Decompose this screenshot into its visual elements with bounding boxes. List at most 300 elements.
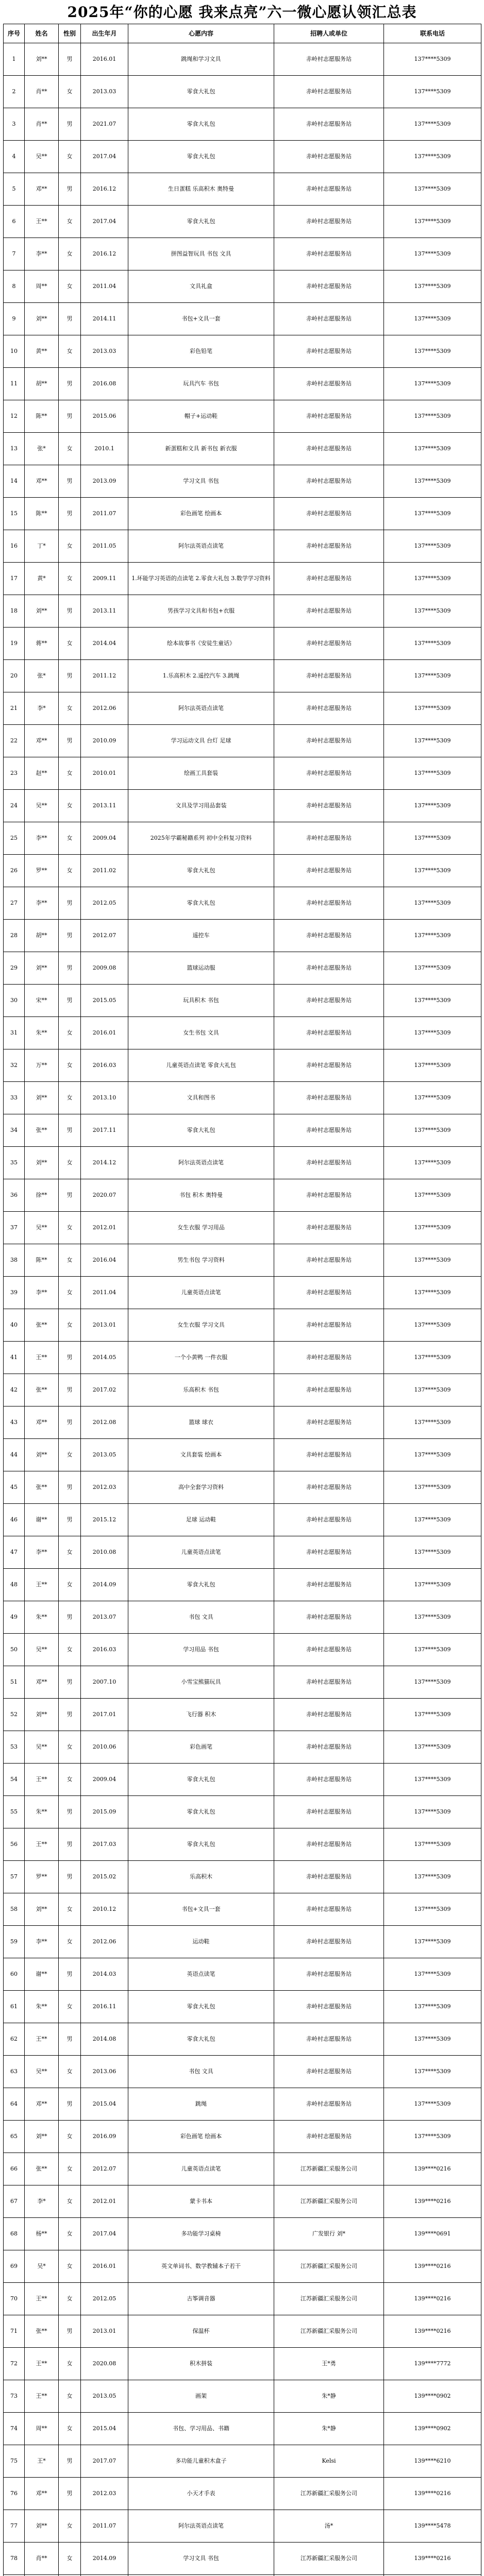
cell-wish: 零食大礼包 (128, 141, 274, 173)
cell-wish: 学习文具 书包 (128, 465, 274, 498)
cell-gender: 女 (59, 1212, 81, 1244)
cell-index: 57 (4, 1861, 25, 1893)
cell-name: 王** (25, 1342, 59, 1374)
cell-name: 王* (25, 2445, 59, 2478)
cell-phone: 137****5309 (384, 2088, 481, 2121)
cell-adopter: 赤岭村志愿服务站 (274, 1536, 384, 1569)
cell-adopter: 赤岭村志愿服务站 (274, 822, 384, 855)
cell-gender: 女 (59, 1926, 81, 1958)
cell-adopter: 赤岭村志愿服务站 (274, 692, 384, 725)
table-row (4, 2543, 481, 2575)
cell-index: 48 (4, 1569, 25, 1601)
cell-name: 邓** (25, 2088, 59, 2121)
cell-gender: 男 (59, 1342, 81, 1374)
cell-name: 王** (25, 2348, 59, 2380)
table-row (4, 2413, 481, 2445)
cell-name: 朱** (25, 1796, 59, 1828)
cell-adopter: 江苏新疆汇采服务公司 (274, 2283, 384, 2315)
cell-name: 张** (25, 2153, 59, 2185)
cell-name: 谢** (25, 1958, 59, 1991)
cell-gender: 男 (59, 887, 81, 920)
cell-index: 13 (4, 433, 25, 465)
cell-gender: 男 (59, 368, 81, 400)
cell-adopter: 赤岭村志愿服务站 (274, 335, 384, 368)
table-row (4, 660, 481, 692)
cell-phone: 137****5309 (384, 855, 481, 887)
table-row (4, 790, 481, 822)
cell-name: 张** (25, 1309, 59, 1342)
table-row (4, 2056, 481, 2088)
table-row (4, 2023, 481, 2056)
table-row (4, 76, 481, 108)
table-row (4, 595, 481, 628)
cell-phone: 137****5309 (384, 465, 481, 498)
cell-phone: 139****0216 (384, 2478, 481, 2510)
cell-birth: 2015.05 (81, 985, 128, 1017)
cell-gender: 男 (59, 1179, 81, 1212)
cell-name: 罗** (25, 855, 59, 887)
cell-gender: 男 (59, 1861, 81, 1893)
table-row (4, 2153, 481, 2185)
cell-adopter: 赤岭村志愿服务站 (274, 1406, 384, 1439)
table-row (4, 2380, 481, 2413)
cell-phone: 137****5309 (384, 1374, 481, 1406)
cell-wish: 零食大礼包 (128, 2023, 274, 2056)
cell-gender: 男 (59, 465, 81, 498)
cell-phone: 137****5309 (384, 887, 481, 920)
table-header-row (4, 24, 481, 43)
cell-birth: 2017.04 (81, 2218, 128, 2250)
cell-name: 肖** (25, 2543, 59, 2575)
cell-index: 44 (4, 1439, 25, 1471)
cell-phone: 137****5309 (384, 595, 481, 628)
cell-adopter: 朱*静 (274, 2380, 384, 2413)
cell-name: 张** (25, 2315, 59, 2348)
cell-adopter: 赤岭村志愿服务站 (274, 498, 384, 530)
cell-adopter: 赤岭村志愿服务站 (274, 628, 384, 660)
cell-birth: 2016.12 (81, 173, 128, 206)
table-row (4, 2250, 481, 2283)
cell-index: 20 (4, 660, 25, 692)
cell-wish: 1.坏能学习英语的点读笔 2.零食大礼包 3.数学学习资料 (128, 563, 274, 595)
cell-gender: 女 (59, 1082, 81, 1114)
table-row (4, 173, 481, 206)
cell-wish: 零食大礼包 (128, 1828, 274, 1861)
cell-index: 64 (4, 2088, 25, 2121)
cell-birth: 2012.01 (81, 2185, 128, 2218)
cell-adopter: 赤岭村志愿服务站 (274, 108, 384, 141)
cell-birth: 2016.09 (81, 2121, 128, 2153)
cell-index: 53 (4, 1731, 25, 1764)
cell-name: 吴** (25, 1731, 59, 1764)
cell-name: 周** (25, 270, 59, 303)
cell-birth: 2011.04 (81, 270, 128, 303)
cell-birth: 2009.04 (81, 1764, 128, 1796)
table-row (4, 1991, 481, 2023)
cell-wish: 乐高积木 (128, 1861, 274, 1893)
cell-gender: 女 (59, 2056, 81, 2088)
cell-wish: 书包 积木 奥特曼 (128, 1179, 274, 1212)
cell-phone: 139****0902 (384, 2380, 481, 2413)
cell-adopter: 赤岭村志愿服务站 (274, 985, 384, 1017)
table-row (4, 400, 481, 433)
cell-phone: 139****6210 (384, 2445, 481, 2478)
cell-gender: 女 (59, 238, 81, 270)
cell-gender: 女 (59, 1049, 81, 1082)
cell-adopter: 赤岭村志愿服务站 (274, 2088, 384, 2121)
cell-birth: 2012.05 (81, 2283, 128, 2315)
cell-index: 17 (4, 563, 25, 595)
cell-gender: 男 (59, 1406, 81, 1439)
cell-index: 70 (4, 2283, 25, 2315)
cell-wish: 篮球运动服 (128, 952, 274, 985)
cell-adopter: 赤岭村志愿服务站 (274, 465, 384, 498)
cell-birth: 2007.10 (81, 1666, 128, 1699)
cell-gender: 女 (59, 76, 81, 108)
cell-index: 41 (4, 1342, 25, 1374)
cell-adopter: 赤岭村志愿服务站 (274, 1082, 384, 1114)
cell-adopter: 赤岭村志愿服务站 (274, 76, 384, 108)
cell-phone: 137****5309 (384, 1666, 481, 1699)
cell-name: 王** (25, 206, 59, 238)
cell-birth: 2016.01 (81, 1017, 128, 1049)
cell-adopter: 江苏新疆汇采服务公司 (274, 2478, 384, 2510)
cell-gender: 女 (59, 2218, 81, 2250)
cell-name: 胡** (25, 368, 59, 400)
cell-phone: 137****5309 (384, 335, 481, 368)
table-row (4, 985, 481, 1017)
cell-gender: 女 (59, 628, 81, 660)
cell-index: 29 (4, 952, 25, 985)
cell-name: 刘** (25, 1082, 59, 1114)
cell-adopter: 赤岭村志愿服务站 (274, 1666, 384, 1699)
cell-name: 邓** (25, 725, 59, 757)
cell-birth: 2014.09 (81, 1569, 128, 1601)
cell-adopter: 赤岭村志愿服务站 (274, 141, 384, 173)
cell-adopter: 赤岭村志愿服务站 (274, 1277, 384, 1309)
table-row (4, 1082, 481, 1114)
cell-birth: 2014.05 (81, 1342, 128, 1374)
cell-gender: 男 (59, 2445, 81, 2478)
cell-adopter: 江苏新疆汇采服务公司 (274, 2250, 384, 2283)
cell-gender: 男 (59, 725, 81, 757)
cell-wish: 跳绳 (128, 2088, 274, 2121)
cell-gender: 男 (59, 1796, 81, 1828)
cell-adopter: 赤岭村志愿服务站 (274, 1017, 384, 1049)
cell-gender: 女 (59, 1893, 81, 1926)
cell-gender: 女 (59, 270, 81, 303)
cell-index: 37 (4, 1212, 25, 1244)
cell-birth: 2012.01 (81, 1212, 128, 1244)
header-wish: 心愿内容 (128, 24, 274, 43)
cell-phone: 137****5309 (384, 433, 481, 465)
cell-name: 李* (25, 2185, 59, 2218)
cell-wish: 乐高积木 书包 (128, 1374, 274, 1406)
cell-birth: 2011.05 (81, 530, 128, 563)
cell-birth: 2013.01 (81, 1309, 128, 1342)
cell-index: 5 (4, 173, 25, 206)
cell-name: 胡** (25, 920, 59, 952)
cell-wish: 彩色铅笔 (128, 335, 274, 368)
table-row (4, 692, 481, 725)
cell-name: 王** (25, 2283, 59, 2315)
table-row (4, 1958, 481, 1991)
cell-wish: 一个小黄鸭 一件衣服 (128, 1342, 274, 1374)
cell-wish: 帽子+运动鞋 (128, 400, 274, 433)
cell-name: 邓** (25, 2478, 59, 2510)
table-row (4, 335, 481, 368)
cell-phone: 137****5309 (384, 530, 481, 563)
cell-phone: 137****5309 (384, 985, 481, 1017)
cell-adopter: 赤岭村志愿服务站 (274, 238, 384, 270)
cell-index: 9 (4, 303, 25, 335)
cell-phone: 137****5309 (384, 206, 481, 238)
cell-phone: 137****5309 (384, 108, 481, 141)
cell-name: 李** (25, 822, 59, 855)
cell-adopter: 赤岭村志愿服务站 (274, 1926, 384, 1958)
cell-name: 肖** (25, 76, 59, 108)
cell-gender: 女 (59, 822, 81, 855)
cell-index: 58 (4, 1893, 25, 1926)
cell-wish: 蒙卡书本 (128, 2185, 274, 2218)
wish-table (3, 24, 481, 2576)
cell-adopter: 赤岭村志愿服务站 (274, 725, 384, 757)
cell-name: 刘** (25, 1699, 59, 1731)
cell-phone: 137****5309 (384, 2121, 481, 2153)
cell-birth: 2013.11 (81, 595, 128, 628)
cell-gender: 女 (59, 855, 81, 887)
cell-gender: 男 (59, 43, 81, 76)
cell-wish: 跳绳和学习文具 (128, 43, 274, 76)
cell-name: 朱** (25, 1601, 59, 1634)
cell-phone: 137****5309 (384, 1926, 481, 1958)
cell-wish: 遥控车 (128, 920, 274, 952)
cell-name: 周** (25, 2413, 59, 2445)
cell-birth: 2016.03 (81, 1634, 128, 1666)
cell-gender: 男 (59, 1504, 81, 1536)
cell-birth: 2020.08 (81, 2348, 128, 2380)
cell-index: 38 (4, 1244, 25, 1277)
cell-wish: 儿童英语点读笔 零食大礼包 (128, 1049, 274, 1082)
cell-name: 朱** (25, 1991, 59, 2023)
cell-name: 刘** (25, 2510, 59, 2543)
cell-gender: 男 (59, 173, 81, 206)
header-phone: 联系电话 (384, 24, 481, 43)
cell-birth: 2014.12 (81, 1147, 128, 1179)
cell-adopter: 赤岭村志愿服务站 (274, 433, 384, 465)
cell-wish: 1.乐高积木 2.遥控汽车 3.跳绳 (128, 660, 274, 692)
cell-gender: 女 (59, 141, 81, 173)
cell-birth: 2016.01 (81, 43, 128, 76)
table-row (4, 433, 481, 465)
table-row (4, 725, 481, 757)
cell-name: 吴** (25, 1212, 59, 1244)
cell-name: 陈** (25, 498, 59, 530)
cell-gender: 男 (59, 303, 81, 335)
cell-gender: 女 (59, 1309, 81, 1342)
cell-index: 31 (4, 1017, 25, 1049)
cell-wish: 篮球 球衣 (128, 1406, 274, 1439)
cell-birth: 2013.06 (81, 2056, 128, 2088)
table-row (4, 465, 481, 498)
table-row (4, 1114, 481, 1147)
cell-name: 李** (25, 1926, 59, 1958)
cell-gender: 女 (59, 1764, 81, 1796)
cell-name: 黄** (25, 335, 59, 368)
cell-index: 51 (4, 1666, 25, 1699)
cell-gender: 女 (59, 2543, 81, 2575)
cell-birth: 2016.01 (81, 2250, 128, 2283)
table-row (4, 1179, 481, 1212)
cell-name: 邓** (25, 1666, 59, 1699)
cell-name: 李** (25, 1536, 59, 1569)
cell-phone: 137****5309 (384, 1699, 481, 1731)
cell-index: 42 (4, 1374, 25, 1406)
table-row (4, 1277, 481, 1309)
cell-phone: 137****5309 (384, 1471, 481, 1504)
cell-phone: 137****5309 (384, 2023, 481, 2056)
cell-birth: 2012.03 (81, 2478, 128, 2510)
cell-index: 39 (4, 1277, 25, 1309)
cell-adopter: 赤岭村志愿服务站 (274, 1504, 384, 1536)
cell-wish: 书包+文具一套 (128, 1893, 274, 1926)
cell-name: 吴* (25, 2250, 59, 2283)
cell-name: 杨** (25, 2218, 59, 2250)
cell-phone: 137****5309 (384, 1017, 481, 1049)
cell-index: 56 (4, 1828, 25, 1861)
cell-adopter: 赤岭村志愿服务站 (274, 757, 384, 790)
cell-adopter: 赤岭村志愿服务站 (274, 530, 384, 563)
header-name: 姓名 (25, 24, 59, 43)
cell-phone: 137****5309 (384, 1569, 481, 1601)
cell-phone: 137****5309 (384, 1244, 481, 1277)
cell-gender: 女 (59, 206, 81, 238)
cell-wish: 彩色画笔 绘画本 (128, 2121, 274, 2153)
cell-phone: 137****5309 (384, 173, 481, 206)
table-row (4, 2510, 481, 2543)
cell-name: 刘** (25, 1893, 59, 1926)
cell-wish: 儿童英语点读笔 (128, 1536, 274, 1569)
cell-wish: 彩色画笔 (128, 1731, 274, 1764)
cell-phone: 137****5309 (384, 1893, 481, 1926)
cell-name: 刘** (25, 1439, 59, 1471)
cell-name: 李** (25, 1277, 59, 1309)
cell-name: 王** (25, 1828, 59, 1861)
cell-wish: 玩具积木 书包 (128, 985, 274, 1017)
cell-index: 7 (4, 238, 25, 270)
cell-adopter: 赤岭村志愿服务站 (274, 1309, 384, 1342)
cell-phone: 139****0216 (384, 2543, 481, 2575)
cell-index: 66 (4, 2153, 25, 2185)
cell-name: 李** (25, 887, 59, 920)
page-title: 2025年“你的心愿 我来点亮”六一微心愿认领汇总表 (67, 4, 417, 21)
table-row (4, 270, 481, 303)
table-row (4, 822, 481, 855)
cell-adopter: 赤岭村志愿服务站 (274, 1374, 384, 1406)
cell-index: 67 (4, 2185, 25, 2218)
cell-wish: 男生书包 学习资料 (128, 1244, 274, 1277)
cell-phone: 137****5309 (384, 790, 481, 822)
cell-name: 刘** (25, 1147, 59, 1179)
table-row (4, 1926, 481, 1958)
cell-index: 12 (4, 400, 25, 433)
cell-phone: 137****5309 (384, 920, 481, 952)
cell-index: 35 (4, 1147, 25, 1179)
cell-wish: 学习运动文具 台灯 足球 (128, 725, 274, 757)
cell-gender: 女 (59, 1991, 81, 2023)
cell-index: 30 (4, 985, 25, 1017)
cell-adopter: 江苏新疆汇采服务公司 (274, 2153, 384, 2185)
cell-adopter: 赤岭村志愿服务站 (274, 1731, 384, 1764)
table-row (4, 43, 481, 76)
cell-wish: 绘本故事书《安徒生童话》 (128, 628, 274, 660)
cell-index: 26 (4, 855, 25, 887)
cell-index: 2 (4, 76, 25, 108)
cell-adopter: 赤岭村志愿服务站 (274, 1212, 384, 1244)
cell-adopter: 赤岭村志愿服务站 (274, 2056, 384, 2088)
cell-birth: 2012.05 (81, 887, 128, 920)
cell-name: 李* (25, 692, 59, 725)
cell-adopter: 赤岭村志愿服务站 (274, 1991, 384, 2023)
table-row (4, 1601, 481, 1634)
cell-adopter: 赤岭村志愿服务站 (274, 2121, 384, 2153)
cell-adopter: 赤岭村志愿服务站 (274, 1147, 384, 1179)
cell-phone: 137****5309 (384, 43, 481, 76)
cell-phone: 139****0216 (384, 2250, 481, 2283)
cell-adopter: 赤岭村志愿服务站 (274, 43, 384, 76)
cell-birth: 2010.06 (81, 1731, 128, 1764)
cell-adopter: 赤岭村志愿服务站 (274, 1179, 384, 1212)
cell-gender: 女 (59, 2185, 81, 2218)
cell-gender: 男 (59, 2023, 81, 2056)
cell-name: 万** (25, 1049, 59, 1082)
cell-name: 张** (25, 1114, 59, 1147)
cell-wish: 女生衣服 学习文具 (128, 1309, 274, 1342)
cell-gender: 女 (59, 1634, 81, 1666)
cell-phone: 137****5309 (384, 1601, 481, 1634)
cell-phone: 137****5309 (384, 692, 481, 725)
cell-birth: 2012.06 (81, 1926, 128, 1958)
cell-phone: 137****5309 (384, 303, 481, 335)
cell-gender: 男 (59, 952, 81, 985)
cell-adopter: 王*勇 (274, 2348, 384, 2380)
cell-name: 刘** (25, 303, 59, 335)
cell-gender: 女 (59, 2510, 81, 2543)
cell-index: 46 (4, 1504, 25, 1536)
cell-adopter: 汤* (274, 2510, 384, 2543)
cell-gender: 女 (59, 1277, 81, 1309)
cell-index: 27 (4, 887, 25, 920)
cell-wish: 儿童英语点读笔 (128, 2153, 274, 2185)
table-row (4, 1861, 481, 1893)
table-row (4, 2185, 481, 2218)
cell-name: 张** (25, 1374, 59, 1406)
cell-phone: 137****5309 (384, 1634, 481, 1666)
cell-wish: 文具礼盒 (128, 270, 274, 303)
cell-gender: 女 (59, 2283, 81, 2315)
cell-index: 19 (4, 628, 25, 660)
table-row (4, 1406, 481, 1439)
cell-wish: 阿尔法英语点读笔 (128, 692, 274, 725)
cell-birth: 2016.12 (81, 238, 128, 270)
cell-index: 63 (4, 2056, 25, 2088)
cell-gender: 女 (59, 1017, 81, 1049)
cell-index: 34 (4, 1114, 25, 1147)
cell-name: 邓** (25, 1406, 59, 1439)
cell-birth: 2014.08 (81, 2023, 128, 2056)
cell-birth: 2016.04 (81, 1244, 128, 1277)
cell-wish: 零食大礼包 (128, 1569, 274, 1601)
